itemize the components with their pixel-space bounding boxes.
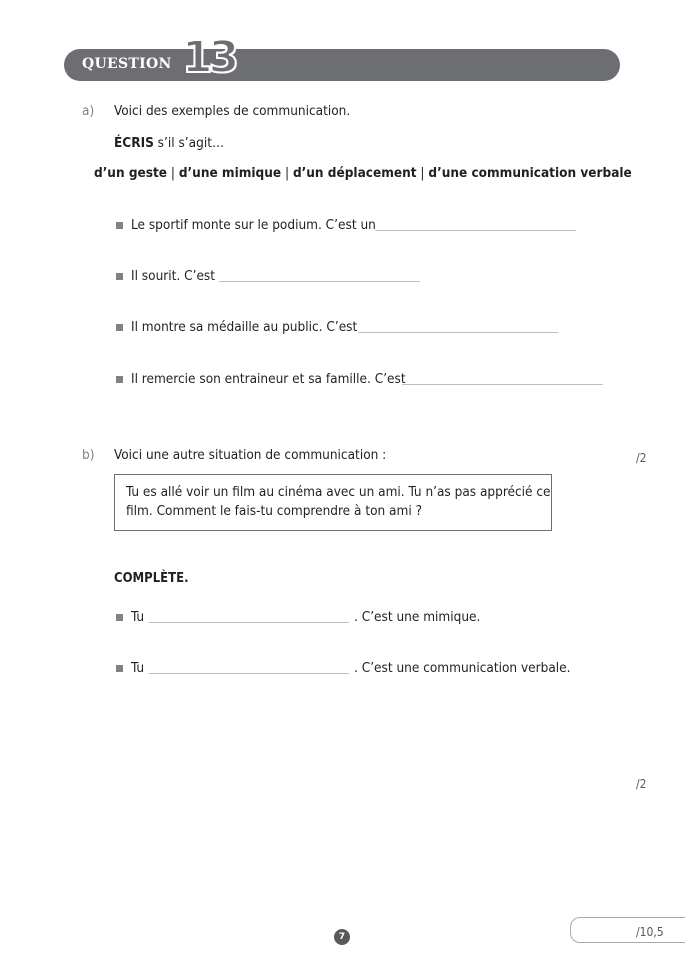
item-b2-prefix: Tu — [131, 660, 145, 676]
situation-line-1: Tu es allé voir un film au cinéma avec un ami. Tu n’as pas apprécié ce — [126, 484, 551, 500]
item-b1-suffix: . C’est une mimique. — [354, 609, 481, 625]
question-banner — [64, 32, 620, 83]
situation-box — [114, 474, 552, 531]
answer-blank-b2[interactable] — [149, 673, 349, 674]
option-mimique: d’une mimique — [178, 165, 282, 181]
options-line — [94, 165, 632, 181]
option-verbale: d’une communication verbale — [428, 165, 632, 181]
instruction-verb: ÉCRIS — [114, 135, 154, 151]
separator: | — [281, 165, 293, 181]
total-score: /10,5 — [636, 925, 664, 939]
bullet-icon — [116, 324, 123, 331]
bullet-icon — [116, 376, 123, 383]
bullet-icon — [116, 665, 123, 672]
item-a4-text: Il remercie son entraineur et sa famille. C’est — [131, 371, 406, 387]
part-a-score: /2 — [636, 451, 647, 465]
part-b-letter: b) — [82, 447, 95, 463]
separator: | — [167, 165, 179, 181]
question-number: 13 — [182, 32, 236, 83]
answer-blank-a4[interactable] — [402, 384, 603, 385]
question-label: QUESTION — [82, 56, 172, 72]
item-a2-text: Il sourit. C’est — [131, 268, 216, 284]
answer-blank-a1[interactable] — [375, 230, 576, 231]
separator: | — [416, 165, 429, 181]
part-a-intro: Voici des exemples de communication. — [114, 103, 351, 119]
answer-blank-a3[interactable] — [358, 332, 558, 333]
bullet-icon — [116, 222, 123, 229]
answer-blank-a2[interactable] — [219, 281, 420, 282]
answer-blank-b1[interactable] — [149, 622, 349, 623]
part-a-letter: a) — [82, 103, 95, 119]
option-deplacement: d’un déplacement — [292, 165, 417, 181]
part-a-instruction — [114, 135, 224, 151]
instruction-rest: s’il s’agit… — [153, 135, 225, 151]
part-b-intro: Voici une autre situation de communication : — [114, 447, 387, 463]
total-score-box — [570, 917, 685, 943]
part-b-score: /2 — [636, 777, 647, 791]
item-b1-prefix: Tu — [131, 609, 145, 625]
item-b2-suffix: . C’est une communication verbale. — [354, 660, 571, 676]
item-a1-text: Le sportif monte sur le podium. C’est un — [131, 217, 376, 233]
item-a3-text: Il montre sa médaille au public. C’est — [131, 319, 358, 335]
bullet-icon — [116, 273, 123, 280]
bullet-icon — [116, 614, 123, 621]
part-b-instruction: COMPLÈTE. — [114, 571, 189, 586]
option-geste: d’un geste — [94, 165, 168, 181]
page-number: 7 — [334, 929, 350, 945]
situation-line-2: film. Comment le fais-tu comprendre à ton ami ? — [126, 503, 423, 519]
